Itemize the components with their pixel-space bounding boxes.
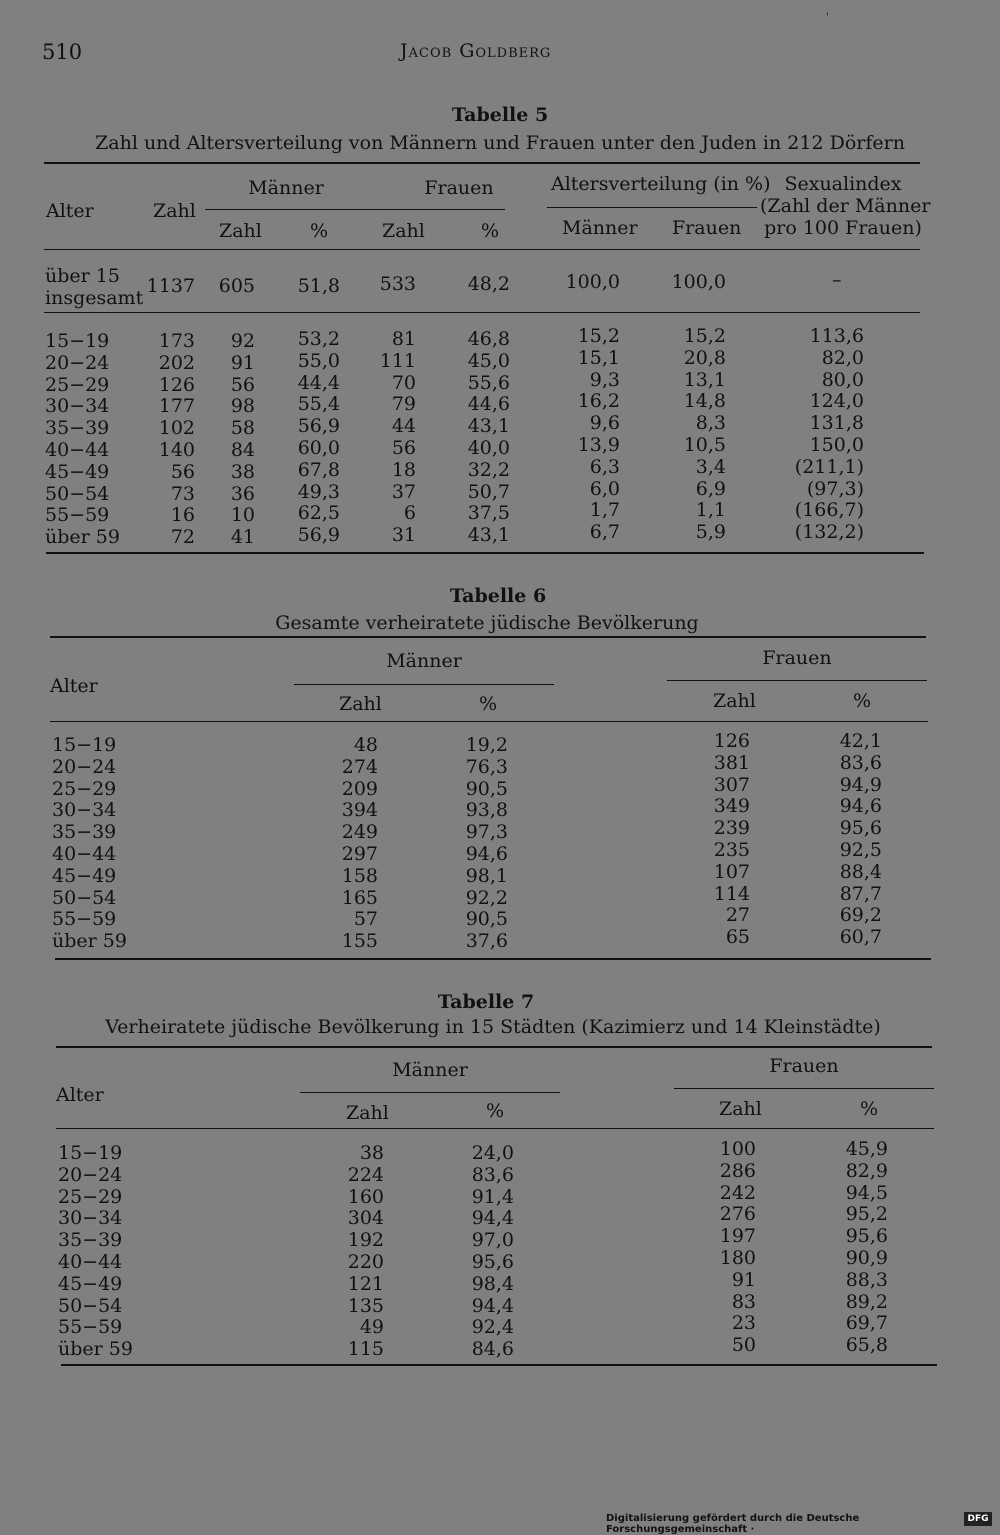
t5-zahl-cell: 16: [170, 504, 195, 527]
t7-head-frauen: Frauen: [769, 1055, 839, 1077]
t5-head-maenner: Männer: [248, 177, 324, 199]
t7-age-cell: 35−39: [58, 1229, 123, 1252]
t5-m-pct-cell: 55,4: [297, 393, 340, 416]
t5-total-si: –: [832, 269, 842, 291]
t5-f-zahl-cell: 31: [391, 524, 416, 547]
t7-f-pct-cell: 45,9: [845, 1138, 888, 1160]
t7-f-zahl-cell: 286: [719, 1159, 756, 1182]
t5-zahl-cell: 73: [170, 482, 195, 505]
t5-f-pct-cell: 32,2: [467, 458, 510, 481]
t5-age-cell: 50−54: [45, 482, 110, 505]
t6-m-zahl-cell: 155: [341, 930, 378, 953]
t7-m-zahl-cell: 192: [347, 1229, 384, 1252]
t7-m-zahl-cell: 224: [347, 1163, 384, 1186]
t6-head-m-pct: %: [479, 693, 498, 715]
t6-m-pct-cell: 98,1: [465, 864, 508, 887]
t5-si-cell: 131,8: [809, 412, 864, 435]
t6-head-rule: [50, 721, 928, 722]
t7-f-zahl-cell: 242: [719, 1181, 756, 1204]
t5-head-m-zahl: Zahl: [219, 220, 262, 242]
t6-m-zahl-cell: 394: [341, 799, 378, 822]
t6-f-zahl-cell: 126: [713, 730, 750, 752]
t5-head-rule: [44, 249, 920, 250]
t6-age-cell: 35−39: [52, 821, 117, 844]
t5-age-cell: 35−39: [45, 417, 110, 440]
t5-zahl-cell: 126: [158, 373, 195, 396]
t6-f-zahl-cell: 27: [725, 904, 750, 927]
t5-f-pct-cell: 45,0: [467, 349, 510, 372]
t5-si-cell: 150,0: [809, 434, 864, 456]
t6-age-cell: über 59: [52, 930, 127, 953]
t5-head-m-pct: %: [310, 220, 329, 242]
t5-age-cell: 55−59: [45, 504, 110, 527]
t5-av-f-cell: 14,8: [683, 390, 726, 413]
t5-av-f-cell: 15,2: [683, 325, 726, 347]
t5-av-f-cell: 10,5: [683, 434, 726, 456]
t6-age-cell: 45−49: [52, 864, 117, 887]
t5-head-sexualindex-3: pro 100 Frauen): [764, 217, 922, 239]
t5-total-m-pct: 51,8: [297, 275, 340, 297]
t5-av-f-cell: 6,9: [695, 477, 726, 500]
t5-av-m-cell: 1,7: [589, 499, 620, 522]
t6-f-pct-cell: 88,4: [839, 860, 882, 883]
page-number: 510: [42, 40, 83, 64]
t7-f-pct-cell: 88,3: [845, 1268, 888, 1291]
t7-f-pct-cell: 65,8: [845, 1334, 888, 1357]
t6-f-pct-cell: 42,1: [839, 730, 882, 752]
t5-head-zahl: Zahl: [153, 200, 196, 222]
table6-title: Tabelle 6: [449, 585, 547, 607]
table7-top-rule: [56, 1046, 932, 1048]
t5-si-cell: 124,0: [809, 390, 864, 413]
t5-f-zahl-cell: 79: [391, 393, 416, 416]
t5-f-pct-cell: 46,8: [467, 328, 510, 350]
t6-f-zahl-cell: 349: [713, 795, 750, 818]
t5-zahl-cell: 202: [158, 351, 195, 374]
t7-age-cell: 50−54: [58, 1294, 123, 1317]
t6-head-f-zahl: Zahl: [713, 690, 756, 712]
t5-av-m-cell: 6,0: [589, 477, 620, 500]
t5-head-frauen: Frauen: [424, 177, 494, 199]
t7-head-alter: Alter: [56, 1084, 104, 1106]
table6-bottom-rule: [55, 958, 931, 960]
t5-f-zahl-cell: 70: [391, 371, 416, 394]
t7-f-pct-cell: 69,7: [845, 1312, 888, 1335]
t7-m-pct-cell: 98,4: [471, 1272, 514, 1295]
t7-m-pct-cell: 94,4: [471, 1207, 514, 1230]
t7-head-f-pct: %: [860, 1098, 879, 1120]
t5-si-cell: (166,7): [794, 499, 864, 522]
t5-si-cell: 80,0: [821, 368, 864, 391]
t7-head-maenner: Männer: [392, 1059, 468, 1081]
t5-f-zahl-cell: 81: [391, 328, 416, 350]
t5-total-f-pct: 48,2: [467, 273, 510, 295]
t6-f-pct-cell: 92,5: [839, 839, 882, 861]
t5-av-f-cell: 5,9: [695, 521, 726, 544]
t5-total-av-f: 100,0: [671, 271, 726, 293]
t6-age-cell: 40−44: [52, 843, 117, 865]
t5-age-cell: 40−44: [45, 439, 110, 461]
table6-top-rule: [50, 636, 926, 638]
t5-av-m-cell: 15,1: [577, 346, 620, 369]
t6-f-group-rule: [667, 680, 927, 681]
t6-head-f-pct: %: [853, 690, 872, 712]
t5-total-av-m: 100,0: [565, 271, 620, 293]
t7-m-pct-cell: 24,0: [471, 1142, 514, 1164]
t5-age-cell: über 59: [45, 526, 120, 549]
t6-head-maenner: Männer: [386, 650, 462, 672]
t5-m-pct-cell: 55,0: [297, 349, 340, 372]
t7-head-f-zahl: Zahl: [719, 1098, 762, 1120]
t7-f-pct-cell: 89,2: [845, 1290, 888, 1313]
t7-m-zahl-cell: 220: [347, 1251, 384, 1273]
t5-total-label-1: über 15: [45, 265, 120, 287]
running-title: Jacob Goldberg: [400, 40, 552, 62]
t5-head-sexualindex: Sexualindex: [784, 173, 902, 195]
t6-f-zahl-cell: 239: [713, 817, 750, 840]
t5-total-zahl: 1137: [146, 275, 195, 297]
t5-head-f-pct: %: [481, 220, 500, 242]
t5-zahl-cell: 102: [158, 417, 195, 440]
t5-head-altersverteilung: Altersverteilung (in %): [551, 173, 771, 195]
t5-f-zahl-cell: 18: [391, 458, 416, 481]
t5-av-m-cell: 13,9: [577, 434, 620, 456]
t6-f-zahl-cell: 114: [713, 882, 750, 905]
t6-head-frauen: Frauen: [762, 647, 832, 669]
t5-f-zahl-cell: 6: [403, 502, 416, 525]
t7-m-zahl-cell: 304: [347, 1207, 384, 1230]
t5-m-pct-cell: 49,3: [297, 480, 340, 503]
table6-subtitle: Gesamte verheiratete jüdische Bevölkerung: [275, 612, 699, 634]
t6-m-pct-cell: 19,2: [465, 734, 508, 756]
t5-age-cell: 30−34: [45, 395, 110, 418]
t5-m-zahl-cell: 58: [230, 417, 255, 440]
t5-m-zahl-cell: 10: [230, 504, 255, 527]
t5-av-m-cell: 9,3: [589, 368, 620, 391]
t7-m-zahl-cell: 115: [347, 1338, 384, 1361]
t5-si-cell: 113,6: [809, 325, 864, 347]
t5-m-zahl-cell: 91: [230, 351, 255, 374]
t7-m-pct-cell: 97,0: [471, 1229, 514, 1252]
t5-m-zahl-cell: 56: [230, 373, 255, 396]
t5-f-pct-cell: 40,0: [467, 437, 510, 459]
t7-f-pct-cell: 90,9: [845, 1247, 888, 1269]
t5-av-m-cell: 6,7: [589, 521, 620, 544]
t6-m-group-rule: [294, 684, 554, 685]
t5-head-f-zahl: Zahl: [382, 220, 425, 242]
t5-av-m-cell: 9,6: [589, 412, 620, 435]
t7-age-cell: über 59: [58, 1338, 133, 1361]
t5-f-zahl-cell: 56: [391, 437, 416, 459]
t5-zahl-cell: 140: [158, 439, 195, 461]
t5-m-zahl-cell: 41: [230, 526, 255, 549]
t7-f-zahl-cell: 197: [719, 1225, 756, 1248]
table5-bottom-rule: [46, 552, 924, 554]
t5-head-sexualindex-2: (Zahl der Männer: [760, 195, 931, 217]
t7-f-pct-cell: 82,9: [845, 1159, 888, 1182]
t6-f-pct-cell: 95,6: [839, 817, 882, 840]
t5-f-pct-cell: 44,6: [467, 393, 510, 416]
t5-m-pct-cell: 56,9: [297, 415, 340, 438]
t6-f-pct-cell: 94,6: [839, 795, 882, 818]
t7-m-pct-cell: 95,6: [471, 1251, 514, 1273]
t5-si-cell: (211,1): [794, 455, 864, 478]
t5-m-zahl-cell: 98: [230, 395, 255, 418]
t6-f-zahl-cell: 107: [713, 860, 750, 883]
t5-m-zahl-cell: 36: [230, 482, 255, 505]
t7-age-cell: 45−49: [58, 1272, 123, 1295]
t6-m-zahl-cell: 209: [341, 777, 378, 800]
t6-f-zahl-cell: 307: [713, 773, 750, 796]
t6-head-m-zahl: Zahl: [339, 693, 382, 715]
t6-f-zahl-cell: 235: [713, 839, 750, 861]
t5-total-m-zahl: 605: [218, 275, 255, 297]
t7-f-group-rule: [674, 1088, 934, 1089]
t5-m-pct-cell: 56,9: [297, 524, 340, 547]
t7-f-pct-cell: 95,6: [845, 1225, 888, 1248]
t5-zahl-cell: 173: [158, 330, 195, 352]
t7-age-cell: 30−34: [58, 1207, 123, 1230]
t7-f-zahl-cell: 23: [731, 1312, 756, 1335]
t5-m-zahl-cell: 92: [230, 330, 255, 352]
t7-m-zahl-cell: 38: [359, 1142, 384, 1164]
t5-f-zahl-cell: 44: [391, 415, 416, 438]
t7-f-zahl-cell: 100: [719, 1138, 756, 1160]
t5-av-f-cell: 20,8: [683, 346, 726, 369]
t6-f-pct-cell: 60,7: [839, 926, 882, 949]
t6-m-pct-cell: 94,6: [465, 843, 508, 865]
t6-m-pct-cell: 93,8: [465, 799, 508, 822]
t7-f-zahl-cell: 91: [731, 1268, 756, 1291]
t5-head-alter: Alter: [46, 200, 94, 222]
t5-si-cell: (97,3): [806, 477, 864, 500]
t5-total-rule: [44, 312, 920, 313]
t7-m-pct-cell: 91,4: [471, 1185, 514, 1208]
t7-f-zahl-cell: 276: [719, 1203, 756, 1226]
table7-bottom-rule: [61, 1364, 937, 1366]
t7-m-group-rule: [300, 1092, 560, 1093]
t6-f-zahl-cell: 381: [713, 751, 750, 774]
t5-av-f-cell: 13,1: [683, 368, 726, 391]
t6-m-zahl-cell: 165: [341, 886, 378, 909]
t5-age-cell: 25−29: [45, 373, 110, 396]
t6-age-cell: 30−34: [52, 799, 117, 822]
t5-head-av-frauen: Frauen: [672, 217, 742, 239]
t6-age-cell: 50−54: [52, 886, 117, 909]
t5-zahl-cell: 177: [158, 395, 195, 418]
t6-m-zahl-cell: 249: [341, 821, 378, 844]
t7-f-zahl-cell: 83: [731, 1290, 756, 1313]
t7-f-zahl-cell: 180: [719, 1247, 756, 1269]
t7-age-cell: 40−44: [58, 1251, 123, 1273]
table7-title: Tabelle 7: [437, 991, 535, 1013]
t6-m-pct-cell: 97,3: [465, 821, 508, 844]
t6-f-pct-cell: 69,2: [839, 904, 882, 927]
t5-f-zahl-cell: 37: [391, 480, 416, 503]
footer-credit: Digitalisierung gefördert durch die Deutsche Forschungsgemeinschaft ·: [606, 1513, 860, 1535]
table7-subtitle: Verheiratete jüdische Bevölkerung in 15 Städten (Kazimierz und 14 Kleinstädte): [105, 1016, 881, 1038]
t7-age-cell: 25−29: [58, 1185, 123, 1208]
t6-age-cell: 55−59: [52, 908, 117, 931]
t5-age-cell: 45−49: [45, 460, 110, 483]
t6-m-zahl-cell: 48: [353, 734, 378, 756]
t7-head-m-pct: %: [486, 1100, 505, 1122]
t5-m-pct-cell: 67,8: [297, 458, 340, 481]
dfg-logo: DFG: [964, 1512, 992, 1526]
t5-av-rule: [547, 207, 757, 208]
t5-av-f-cell: 8,3: [695, 412, 726, 435]
t6-m-pct-cell: 90,5: [465, 777, 508, 800]
t5-f-pct-cell: 43,1: [467, 524, 510, 547]
t5-f-pct-cell: 37,5: [467, 502, 510, 525]
t5-age-cell: 20−24: [45, 351, 110, 374]
t6-head-alter: Alter: [50, 675, 98, 697]
t5-si-cell: 82,0: [821, 346, 864, 369]
t5-zahl-cell: 56: [170, 460, 195, 483]
t5-m-pct-cell: 62,5: [297, 502, 340, 525]
t5-f-pct-cell: 50,7: [467, 480, 510, 503]
t7-f-zahl-cell: 50: [731, 1334, 756, 1357]
t7-m-zahl-cell: 49: [359, 1316, 384, 1339]
table5-top-rule: [44, 162, 920, 164]
t7-m-zahl-cell: 160: [347, 1185, 384, 1208]
t7-age-cell: 55−59: [58, 1316, 123, 1339]
t5-si-cell: (132,2): [794, 521, 864, 544]
t6-age-cell: 20−24: [52, 755, 117, 778]
t6-age-cell: 15−19: [52, 734, 117, 756]
t7-age-cell: 20−24: [58, 1163, 123, 1186]
t6-m-pct-cell: 37,6: [465, 930, 508, 953]
t5-m-pct-cell: 60,0: [297, 437, 340, 459]
t5-total-f-zahl: 533: [379, 273, 416, 295]
t6-f-pct-cell: 94,9: [839, 773, 882, 796]
t6-m-pct-cell: 76,3: [465, 755, 508, 778]
t5-f-zahl-cell: 111: [379, 349, 416, 372]
t6-m-zahl-cell: 274: [341, 755, 378, 778]
t5-av-f-cell: 3,4: [695, 455, 726, 478]
t6-m-pct-cell: 90,5: [465, 908, 508, 931]
t5-age-cell: 15−19: [45, 330, 110, 352]
t5-m-pct-cell: 44,4: [297, 371, 340, 394]
table5-title: Tabelle 5: [451, 104, 549, 126]
t5-m-zahl-cell: 38: [230, 460, 255, 483]
t6-m-pct-cell: 92,2: [465, 886, 508, 909]
scan-mark: ': [826, 12, 829, 23]
t5-av-m-cell: 15,2: [577, 325, 620, 347]
t5-total-label-2: insgesamt: [45, 287, 144, 309]
t5-av-f-cell: 1,1: [695, 499, 726, 522]
t7-m-pct-cell: 84,6: [471, 1338, 514, 1361]
t5-m-zahl-cell: 84: [230, 439, 255, 461]
t5-zahl-cell: 72: [170, 526, 195, 549]
t6-age-cell: 25−29: [52, 777, 117, 800]
t7-head-m-zahl: Zahl: [346, 1102, 389, 1124]
t7-m-pct-cell: 92,4: [471, 1316, 514, 1339]
t6-f-zahl-cell: 65: [725, 926, 750, 949]
t5-av-m-cell: 16,2: [577, 390, 620, 413]
t7-m-zahl-cell: 121: [347, 1272, 384, 1295]
t5-head-av-maenner: Männer: [562, 217, 638, 239]
t6-f-pct-cell: 83,6: [839, 751, 882, 774]
t6-f-pct-cell: 87,7: [839, 882, 882, 905]
t7-f-pct-cell: 95,2: [845, 1203, 888, 1226]
t5-f-pct-cell: 55,6: [467, 371, 510, 394]
t6-m-zahl-cell: 158: [341, 864, 378, 887]
t7-age-cell: 15−19: [58, 1142, 123, 1164]
t5-m-pct-cell: 53,2: [297, 328, 340, 350]
t6-m-zahl-cell: 297: [341, 843, 378, 865]
t7-m-pct-cell: 83,6: [471, 1163, 514, 1186]
t5-av-m-cell: 6,3: [589, 455, 620, 478]
t7-m-zahl-cell: 135: [347, 1294, 384, 1317]
t6-m-zahl-cell: 57: [353, 908, 378, 931]
t7-m-pct-cell: 94,4: [471, 1294, 514, 1317]
table5-subtitle: Zahl und Altersverteilung von Männern und Frauen unter den Juden in 212 Dörfern: [95, 132, 905, 154]
t5-f-pct-cell: 43,1: [467, 415, 510, 438]
t7-head-rule: [56, 1128, 934, 1129]
t7-f-pct-cell: 94,5: [845, 1181, 888, 1204]
t5-group-rule: [205, 209, 505, 210]
